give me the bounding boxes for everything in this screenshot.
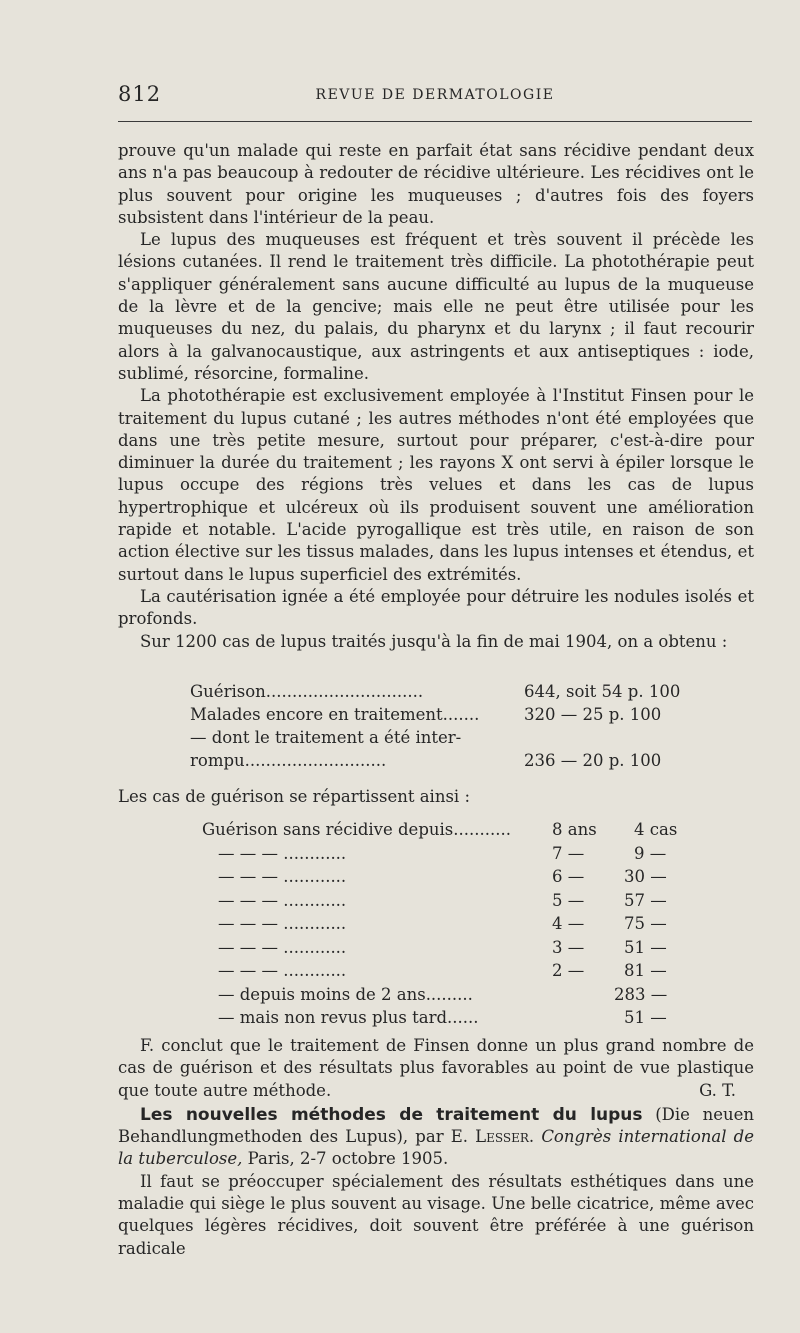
distribution-years: 2 — <box>552 961 585 980</box>
article-source: Congrès international de la tuberculose, <box>118 1127 755 1169</box>
page-number: 812 <box>118 82 162 106</box>
paragraph-5: Sur 1200 cas de lupus traités jusqu'à la fin de mai 1904, on a obtenu : <box>140 631 728 651</box>
article-author: E. Lesser. <box>450 1127 535 1147</box>
distribution-cases: 51 — <box>624 1008 667 1027</box>
distribution-row <box>190 912 690 936</box>
results-value: 644, soit 54 p. 100 <box>524 682 681 701</box>
distribution-cases: 57 — <box>624 890 667 910</box>
results-row <box>190 726 690 749</box>
results-row <box>190 680 690 703</box>
results-label: Malades encore en traitement....... <box>190 705 480 724</box>
paragraph-2: Le lupus des muqueuses est fréquent et très souvent il précède les lésions cutanées. Il rend le traitement très difficile. La photothérapie peut s'appliquer généralement sans aucune difficulté au lupus de la muqueuse de la lèvre et de la gencive; mais elle ne peut être utilisée pour les muqueuses du nez, du palais, du pharynx et du larynx ; il faut recourir alors à la galvanocaustique, aux astringents et aux antiseptiques : iode, sublimé, résorcine, formaline. <box>118 230 754 383</box>
results-row <box>190 749 690 772</box>
signature: G. T. <box>699 1080 736 1100</box>
page-header <box>118 82 752 112</box>
distribution-cases: 51 — <box>624 937 667 957</box>
distribution-label: — mais non revus plus tard...... <box>218 1008 479 1027</box>
results-value: 320 — 25 p. 100 <box>524 705 662 724</box>
distribution-row <box>190 865 690 889</box>
distribution-row <box>190 842 690 866</box>
distribution-row <box>190 959 690 983</box>
distribution-label: Guérison sans récidive depuis........... <box>202 820 511 839</box>
body-text-top <box>118 140 754 653</box>
distribution-years: 6 — <box>552 867 585 886</box>
final-paragraph: Il faut se préoccuper spécialement des résultats esthétiques dans une maladie qui siège le plus souvent au visage. Une belle cicatrice, même avec quelques légères récidives, doit souvent être préférée à une guérison radicale <box>118 1171 754 1258</box>
distribution-label: — — — ............ <box>218 867 347 886</box>
distribution-row <box>190 936 690 960</box>
article-subtitle: (Die neuen Behandlungmethoden des Lupus), par <box>118 1104 754 1147</box>
distribution-years: 4 — <box>552 914 585 933</box>
paragraph-4: La cautérisation ignée a été employée pour détruire les nodules isolés et profonds. <box>118 586 754 629</box>
results-label: Guérison.............................. <box>190 682 424 701</box>
distribution-cases: 75 — <box>624 914 667 933</box>
distribution-label: — — — ............ <box>218 914 347 933</box>
conclusion-text: F. conclut que le traitement de Finsen donne un plus grand nombre de cas de guérison et des résultats plus favorables au point de vue plastique que toute autre méthode. <box>118 1036 754 1100</box>
results-label: rompu........................... <box>190 751 387 770</box>
distribution-cases: 4 cas <box>634 820 678 839</box>
distribution-row <box>190 1006 690 1030</box>
distribution-label: — — — ............ <box>218 937 347 957</box>
results-row <box>190 703 690 726</box>
results-label: — dont le traitement a été inter- <box>190 728 462 747</box>
conclusion-paragraph <box>118 1035 754 1102</box>
results-table <box>190 680 690 772</box>
distribution-years: 8 ans <box>552 820 597 839</box>
article-heading <box>118 1104 754 1171</box>
results-value: 236 — 20 p. 100 <box>524 751 662 770</box>
running-title: REVUE DE DERMATOLOGIE <box>315 87 555 103</box>
distribution-row <box>190 983 690 1007</box>
distribution-label: — — — ............ <box>218 890 347 910</box>
distribution-years: 5 — <box>552 890 585 910</box>
paragraph-1: prouve qu'un malade qui reste en parfait état sans récidive pendant deux ans n'a pas beaucoup à redouter de récidive ultérieure. Les récidives ont le plus souvent pour origine les muqueuses ; d'autres fois des foyers subsistent dans l'intérieur de la peau. <box>118 141 754 227</box>
body-text-bottom <box>118 1035 754 1260</box>
distribution-label: — depuis moins de 2 ans......... <box>218 984 473 1004</box>
distribution-intro <box>118 786 754 808</box>
distribution-row <box>190 818 690 842</box>
header-rule <box>118 121 752 122</box>
distribution-label: — — — ............ <box>218 843 347 863</box>
paragraph-3: La photothérapie est exclusivement employée à l'Institut Finsen pour le traitement du lupus cutané ; les autres méthodes n'ont été employées que dans une très petite mesure, surtout pour préparer, c'est-à-dire pour diminuer la durée du traitement ; les rayons X ont servi à épiler lorsque le lupus occupe des régions très velues et dans les cas de lupus hypertrophique et ulcéreux où ils produisent souvent une amélioration rapide et notable. L'acide pyrogallique est très utile, en raison de son action élective sur les tissus malades, dans les lupus intenses et étendus, et surtout dans le lupus superficiel des extrémités. <box>118 386 754 584</box>
distribution-row <box>190 889 690 913</box>
article-place-date: Paris, 2-7 octobre 1905. <box>247 1149 449 1169</box>
distribution-cases: 9 — <box>634 843 667 863</box>
distribution-table <box>190 818 690 1030</box>
distribution-years: 3 — <box>552 937 585 957</box>
article-title: Les nouvelles méthodes de traitement du lupus <box>140 1104 643 1125</box>
distribution-cases: 30 — <box>624 867 667 886</box>
distribution-cases: 81 — <box>624 961 667 980</box>
distribution-cases: 283 — <box>614 984 668 1004</box>
distribution-label: — — — ............ <box>218 961 347 980</box>
distribution-years: 7 — <box>552 843 585 863</box>
distribution-intro-text: Les cas de guérison se répartissent ainsi : <box>118 787 471 806</box>
